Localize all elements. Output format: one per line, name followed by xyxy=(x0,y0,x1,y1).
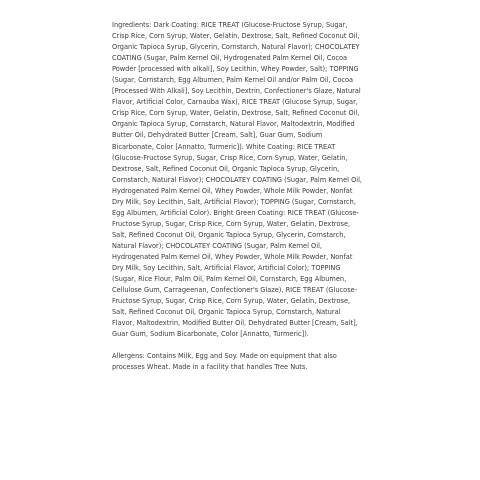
ingredients-text: Ingredients: Dark Coating: RICE TREAT (Glucose-Fructose Syrup, Sugar, Crisp Rice, Corn Syrup, Water, Gelatin, Dextrose, Salt, Refined Coconut Oil, Organic Tapioca Syrup, Glycerin, Cornstarch, Natural Flavor); CHOCOLATEY COATING (Sugar, Palm Kernel Oil, Hydrogenated Palm Kernel Oil, Cocoa Powder [processed with alkali], Soy Lecithin, Whey Powder, Salt); TOPPING (Sugar, Cornstarch, Egg Albumen, Palm Kernel Oil and/or Palm Oil, Cocoa [Processed With Alkali], Soy Lecithin, Dextrin, Confectioner's Glaze, Natural Flavor, Artificial Color, Carnauba Wax), RICE TREAT (Glucose Syrup, Sugar, Crisp Rice, Corn Syrup, Water, Gelatin, Dextrose, Salt, Refined Coconut Oil, Organic Tapioca Syrup, Cornstarch, Natural Flavor, Maltodextrin, Modified Butter Oil, Dehydrated Butter [Cream, Salt], Guar Gum, Sodium Bicarbonate, Color [Annatto, Turmeric]). White Coating: RICE TREAT (Glucose-Fructose Syrup, Sugar, Crisp Rice, Corn Syrup, Water, Gelatin, Dextrose, Salt, Refined Coconut Oil, Organic Tapioca Syrup, Glycerin, Cornstarch, Natural Flavor); CHOCOLATEY COATING (Sugar, Palm Kernel Oil, Hydrogenated Palm Kernel Oil, Whey Powder, Whole Milk Powder, Nonfat Dry Milk, Soy Lecithin, Salt, Artificial Flavor); TOPPING (Sugar, Cornstarch, Egg Albumen, Artificial Color). Bright Green Coating: RICE TREAT (Glucose-Fructose Syrup, Sugar, Crisp Rice, Corn Syrup, Water, Gelatin, Dextrose, Salt, Refined Coconut Oil, Organic Tapioca Syrup, Glycerin, Cornstarch, Natural Flavor); CHOCOLATEY COATING (Sugar, Palm Kernel Oil, Hydrogenated Palm Kernel Oil, Whey Powder, Whole Milk Powder, Nonfat Dry Milk, Soy Lecithin, Salt, Artificial Flavor, Artificial Color); TOPPING (Sugar, Rice Flour, Palm Oil, Palm Kernel Oil, Cornstarch, Egg Albumen, Cellulose Gum, Carrageenan, Confectioner's Glaze), RICE TREAT (Glucose-Fructose Syrup, Sugar, Crisp Rice, Corn Syrup, Water, Gelatin, Dextrose, Salt, Refined Coconut Oil, Organic Tapioca Syrup, Cornstarch, Natural Flavor, Maltodextrin, Modified Butter Oil, Dehydrated Butter [Cream, Salt], Guar Gum, Sodium Bicarbonate, Color [Annatto, Turmeric]). xyxy=(112,21,363,339)
ingredients-panel xyxy=(112,20,364,373)
allergens-text: Allergens: Contains Milk, Egg and Soy. Made on equipment that also processes Wheat. Made in a facility that handles Tree Nuts. xyxy=(112,352,337,372)
